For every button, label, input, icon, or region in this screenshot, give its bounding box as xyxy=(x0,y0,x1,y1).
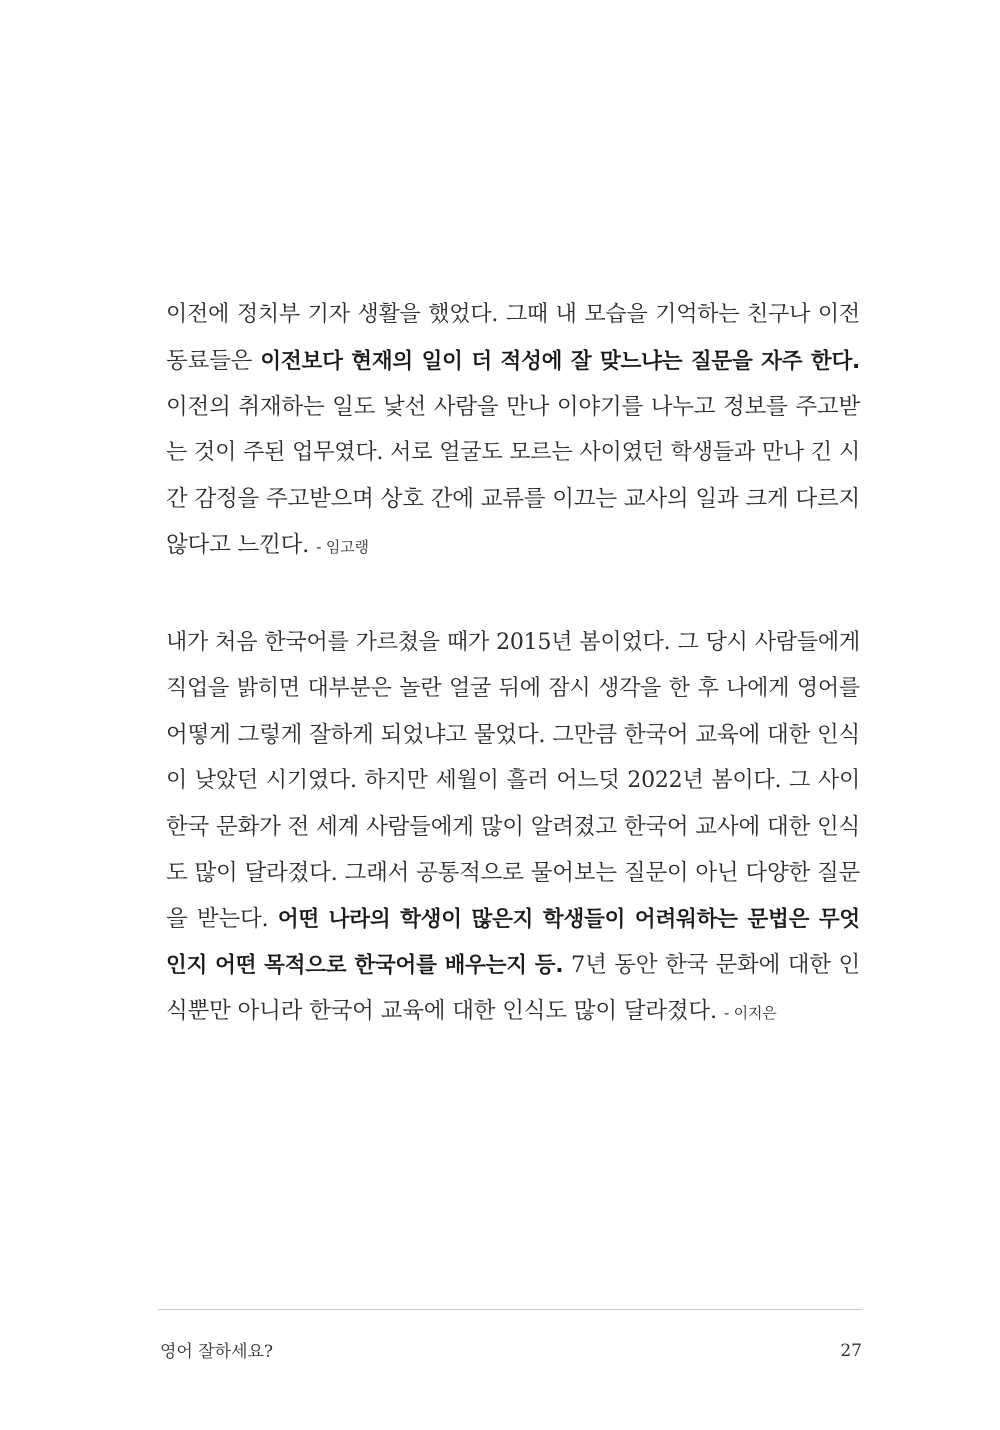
body-text: 어떻게 그렇게 잘하게 되었냐고 물었다. 그만큼 한국어 교육에 대한 인식 xyxy=(166,722,861,748)
text-line xyxy=(166,988,860,1034)
body-text: 이전의 취재하는 일도 낯선 사람을 만나 이야기를 나누고 정보를 주고받 xyxy=(166,394,860,420)
text-line xyxy=(166,292,860,338)
text-line xyxy=(166,896,860,942)
emphasized-text: 이전보다 현재의 일이 더 적성에 잘 맞느냐는 질문을 자주 한다. xyxy=(260,349,861,374)
emphasized-text: 어떤 나라의 학생이 많은지 학생들이 어려워하는 문법은 무엇 xyxy=(277,907,860,932)
body-text: 동료들은 xyxy=(166,348,261,374)
body-text: 7년 동안 한국 문화에 대한 인 xyxy=(563,952,860,978)
body-text: 한국 문화가 전 세계 사람들에게 많이 알려졌고 한국어 교사에 대한 인식 xyxy=(166,814,861,840)
body-text: 내가 처음 한국어를 가르쳤을 때가 2015년 봄이었다. 그 당시 사람들에게 xyxy=(166,630,860,655)
text-line xyxy=(166,942,860,988)
body-text: 않다고 느낀다. xyxy=(166,532,317,558)
body-text: 는 것이 주된 업무였다. 서로 얼굴도 모르는 사이였던 학생들과 만나 긴 시 xyxy=(166,440,860,465)
paragraph-1 xyxy=(166,292,860,568)
body-text: 이전에 정치부 기자 생활을 했었다. 그때 내 모습을 기억하는 친구나 이전 xyxy=(166,302,860,327)
body-text: 도 많이 달라졌다. 그래서 공통적으로 물어보는 질문이 아닌 다양한 질문 xyxy=(166,860,861,886)
text-line xyxy=(166,804,860,850)
footer-divider xyxy=(158,1309,862,1310)
emphasized-text: 인지 어떤 목적으로 한국어를 배우는지 등. xyxy=(166,953,564,978)
page-number: 27 xyxy=(840,1341,862,1361)
text-line xyxy=(166,850,860,896)
author-credit: - 이지은 xyxy=(723,1004,777,1022)
text-line xyxy=(166,384,860,430)
text-line xyxy=(166,758,860,804)
body-text: 을 받는다. xyxy=(166,906,278,932)
text-line xyxy=(166,712,860,758)
author-credit: - 임고랭 xyxy=(316,538,369,556)
text-line xyxy=(166,430,860,476)
body-text: 이 낮았던 시기였다. 하지만 세월이 흘러 어느덧 2022년 봄이다. 그 사이 xyxy=(166,768,860,793)
text-line xyxy=(166,620,860,666)
body-text: 간 감정을 주고받으며 상호 간에 교류를 이끄는 교사의 일과 크게 다르지 xyxy=(166,486,861,512)
text-line xyxy=(166,666,860,712)
footer-book-title: 영어 잘하세요? xyxy=(160,1342,274,1362)
text-line xyxy=(166,476,860,522)
text-line xyxy=(166,522,860,568)
body-text: 식뿐만 아니라 한국어 교육에 대한 인식도 많이 달라졌다. xyxy=(166,998,724,1024)
text-line xyxy=(166,338,860,384)
body-text: 직업을 밝히면 대부분은 놀란 얼굴 뒤에 잠시 생각을 한 후 나에게 영어를 xyxy=(166,676,860,701)
paragraph-2 xyxy=(166,620,860,1034)
